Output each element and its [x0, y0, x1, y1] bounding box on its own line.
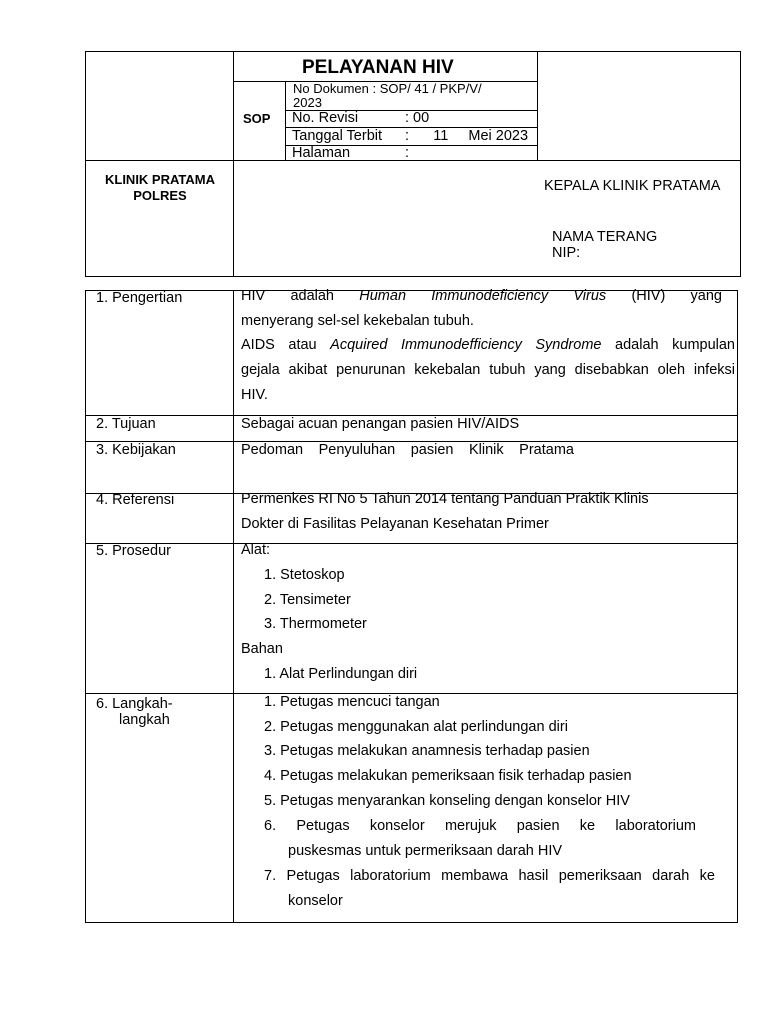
alat-label: Alat:	[241, 542, 271, 558]
nama-terang: NAMA TERANG	[552, 229, 658, 245]
list-item: 4. Petugas melakukan pemeriksaan fisik terhadap pasien	[264, 768, 632, 784]
pengertian-label: 1. Pengertian	[96, 290, 183, 306]
tanggal-terbit-label: Tanggal Terbit	[292, 128, 383, 144]
tujuan-text: Sebagai acuan penangan pasien HIV/AIDS	[241, 416, 520, 432]
referensi-line1: Permenkes RI No 5 Tahun 2014 tentang Panduan Praktik Klinis	[241, 491, 649, 507]
pengertian-line1: HIV adalah Human Immunodeficiency Virus (HIV) yang	[241, 288, 722, 304]
tujuan-label: 2. Tujuan	[96, 416, 156, 432]
referensi-label: 4. Referensi	[96, 492, 175, 508]
kepala-klinik: KEPALA KLINIK PRATAMA	[544, 178, 721, 194]
nip: NIP:	[552, 245, 581, 261]
kebijakan-label: 3. Kebijakan	[96, 442, 176, 458]
langkah-label-line1: 6. Langkah-	[96, 696, 173, 712]
langkah-label-line2: langkah	[119, 712, 170, 728]
no-dokumen-line1: No Dokumen : SOP/ 41 / PKP/V/	[293, 81, 482, 96]
sop-label: SOP	[243, 111, 271, 126]
page-title: PELAYANAN HIV	[302, 57, 454, 78]
list-item: 6. Petugas konselor merujuk pasien ke laboratorium	[264, 818, 696, 834]
no-revisi-value: : 00	[405, 110, 430, 126]
klinik-name-line1: KLINIK PRATAMA	[104, 172, 215, 187]
pengertian-line2: menyerang sel-sel kekebalan tubuh.	[241, 313, 474, 329]
list-item: 2. Tensimeter	[264, 592, 351, 608]
list-item: 3. Thermometer	[264, 616, 367, 632]
halaman-value: :	[405, 145, 410, 161]
klinik-name-line2: POLRES	[133, 188, 187, 203]
list-item: 1. Petugas mencuci tangan	[264, 694, 440, 710]
bahan-label: Bahan	[241, 641, 283, 657]
referensi-line2: Dokter di Fasilitas Pelayanan Kesehatan Primer	[241, 516, 549, 532]
list-item-continuation: konselor	[288, 893, 343, 909]
no-revisi-label: No. Revisi	[292, 110, 359, 126]
prosedur-label: 5. Prosedur	[96, 543, 171, 559]
kebijakan-text: Pedoman Penyuluhan pasien Klinik Pratama	[241, 442, 574, 458]
halaman-label: Halaman	[292, 145, 351, 161]
no-dokumen-line2: 2023	[293, 95, 322, 110]
list-item: 1. Alat Perlindungan diri	[264, 666, 418, 682]
pengertian-line4: gejala akibat penurunan kekebalan tubuh yang disebabkan oleh infeksi	[241, 362, 735, 378]
pengertian-line3: AIDS atau Acquired Immunodefficiency Syndrome adalah kumpulan	[241, 337, 735, 353]
list-item: 2. Petugas menggunakan alat perlindungan diri	[264, 719, 568, 735]
list-item: 7. Petugas laboratorium membawa hasil pemeriksaan darah ke	[264, 868, 715, 884]
pengertian-line5: HIV.	[241, 387, 268, 403]
list-item: 3. Petugas melakukan anamnesis terhadap pasien	[264, 743, 590, 759]
list-item: 5. Petugas menyarankan konseling dengan konselor HIV	[264, 793, 630, 809]
tanggal-terbit-value: : 11 Mei 2023	[405, 128, 529, 144]
list-item: 1. Stetoskop	[264, 567, 345, 583]
list-item-continuation: puskesmas untuk permeriksaan darah HIV	[288, 843, 563, 859]
